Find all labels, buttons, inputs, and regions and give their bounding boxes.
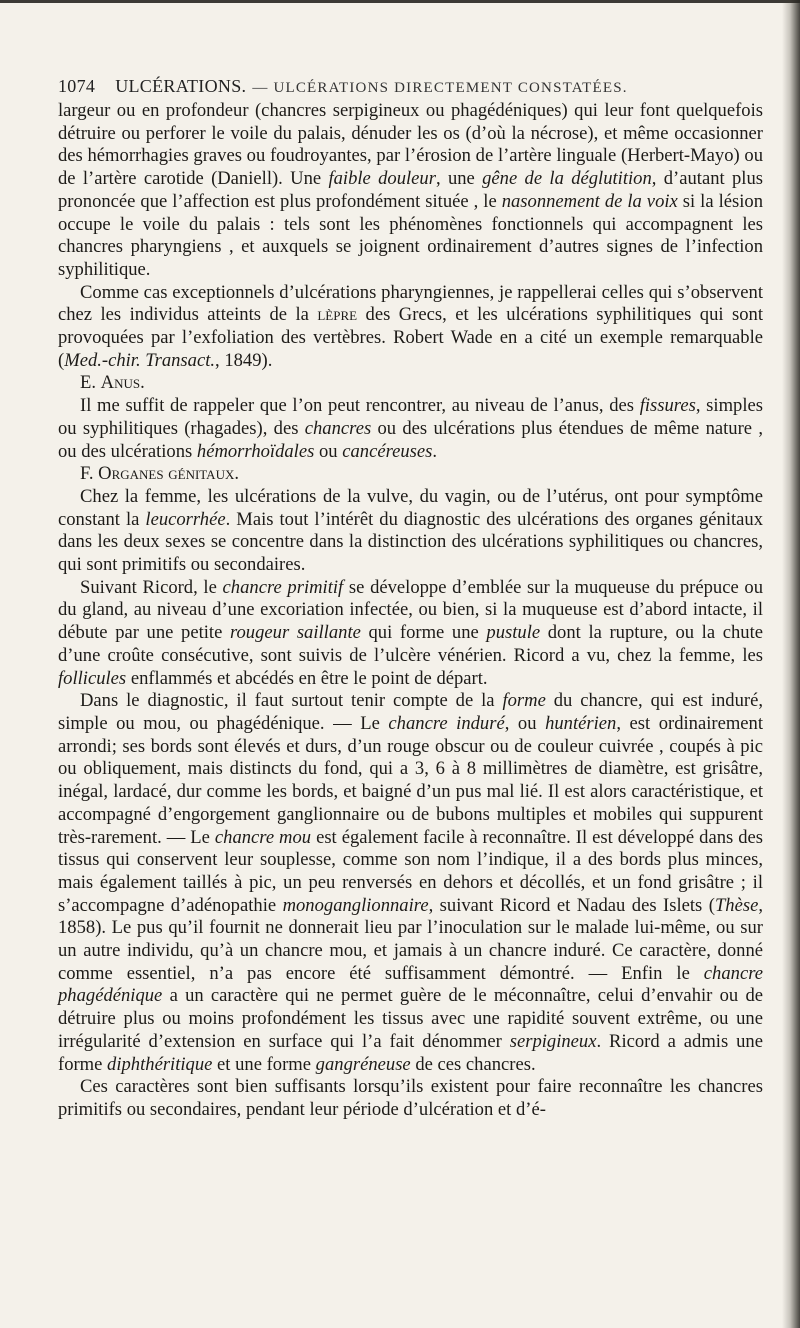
italic-term: monoganglionnaire xyxy=(282,894,429,916)
italic-citation: Med.-chir. Transact. xyxy=(64,349,216,371)
text-run: , est ordinairement arrondi; ses bords sont élevés et durs, d’un rouge obscur ou de couleur cuivrée , coupés à pic ou obliquement, mais distincts du fond, qui a 3, 6 à 8 millimètres de diamètre, est grisâtre, inégal, lardacé, dur comme les bords, et baigné d’un pus mal lié. Il est alors caractéristique, et accompagné d’engorgement ganglionnaire ou de bubons multiples et mobiles qui suppurent très-rarement. — Le xyxy=(58,712,764,848)
text-run: . Mais tout l’intérêt du diagnostic des ulcérations des organes génitaux dans les deux sexes se concentre dans la distinction des ulcérations syphilitiques ou chancres, qui sont primitifs ou secondaires. xyxy=(58,508,763,576)
text-run: des Grecs, et les ulcérations syphilitiques qui sont provoquées par l’exfoliation des vertèbres. Robert Wade en a cité un exemple remarquable ( xyxy=(58,304,763,371)
text-run: Ces caractères sont bien suffisants lorsqu’ils existent pour faire reconnaître les chancres primitifs ou secondaires, pendant leur période d’ulcération et d’é- xyxy=(58,1076,763,1120)
paragraph-primary-chancre xyxy=(58,577,763,691)
italic-term: hémorrhoïdales xyxy=(196,440,315,462)
italic-term: cancéreuses xyxy=(342,440,433,462)
section-title: Anus. xyxy=(100,372,145,394)
italic-term: huntérien xyxy=(545,712,617,734)
top-edge-rule xyxy=(0,0,800,3)
paragraph-chancre-forms xyxy=(58,690,763,1076)
italic-term: forme xyxy=(502,690,546,712)
text-run: , suivant Ricord et Nadau des Islets ( xyxy=(428,894,715,916)
paragraph-female-ulcerations xyxy=(58,486,763,577)
text-run: ou des ulcérations plus étendues de même nature , ou des ulcérations xyxy=(58,417,763,462)
italic-term: leucorrhée xyxy=(145,508,226,530)
paragraph-closing xyxy=(58,1076,763,1121)
running-header xyxy=(58,76,758,97)
text-run: qui forme une xyxy=(360,622,487,644)
section-heading-anus xyxy=(58,372,763,395)
text-run: enflammés et abcédés en être le point de départ. xyxy=(126,667,488,689)
italic-term: rougeur saillante xyxy=(229,622,361,644)
text-run: , ou xyxy=(504,712,546,734)
paragraph-exceptional-cases xyxy=(58,282,763,373)
paragraph-anus xyxy=(58,395,763,463)
text-run: , d’autant plus prononcée que l’affection est plus profondément située , le xyxy=(58,168,763,212)
running-subtitle: — ULCÉRATIONS DIRECTEMENT CONSTATÉES. xyxy=(252,80,628,96)
text-run: Il me suffit de rappeler que l’on peut rencontrer, au niveau de l’anus, des xyxy=(80,395,640,417)
italic-term: fissures xyxy=(639,395,696,417)
text-run: Dans le diagnostic, il faut surtout tenir compte de la xyxy=(80,690,503,712)
text-run: est également facile à reconnaître. Il est développé dans des tissus qui conservent leur souplesse, comme son nom l’indique, il a des bords plus minces, mais également taillés à pic, un peu renversés en dehors et décollés, et un fond grisâtre ; il s’accompagne d’adénopathie xyxy=(58,826,763,916)
italic-term: chancre phagédénique xyxy=(58,962,763,1007)
section-title: Organes génitaux. xyxy=(98,463,239,485)
text-run: Comme cas exceptionnels d’ulcérations pharyngiennes, je rappellerai celles qui s’observent chez les individus atteints de la xyxy=(58,281,763,326)
section-heading-genital-organs xyxy=(58,463,763,486)
text-run: , 1858). Le pus qu’il fournit ne donnerait lieu par l’inoculation sur le malade lui-même, ou sur un autre individu, qu’à un chancre mou, et jamais à un chancre induré. Ce caractère, donné comme essentiel, n’a pas encore été suffisamment démontré. — Enfin le xyxy=(58,894,763,984)
italic-term: diphthéritique xyxy=(107,1053,213,1075)
text-run: , une xyxy=(435,168,483,190)
section-letter: E. xyxy=(80,372,101,394)
page-binding-shadow xyxy=(782,0,800,1328)
text-run: Suivant Ricord, le xyxy=(80,576,223,598)
small-caps-term: lèpre xyxy=(317,304,358,326)
italic-term: chancres xyxy=(304,417,372,439)
text-run: ou xyxy=(314,440,343,462)
italic-citation: Thèse xyxy=(714,894,759,916)
italic-term: serpigineux xyxy=(509,1030,597,1052)
text-run: , 1849). xyxy=(215,349,273,371)
italic-term: chancre primitif xyxy=(222,576,344,598)
text-run: . Ricord a admis une forme xyxy=(58,1030,763,1075)
italic-term: faible douleur xyxy=(328,168,436,190)
body-text xyxy=(58,100,763,1122)
italic-term: chancre mou xyxy=(214,826,312,848)
text-run: . xyxy=(432,440,438,462)
text-run: dont la rupture, ou la chute d’une croûte consécutive, sont suivis de l’ulcère vénérien. Ricord a vu, chez la femme, les xyxy=(58,622,763,666)
text-run: Chez la femme, les ulcérations de la vulve, du vagin, ou de l’utérus, ont pour symptôme constant la xyxy=(58,485,763,530)
italic-term: chancre induré xyxy=(388,712,505,734)
section-letter: F. xyxy=(80,463,99,485)
italic-term: gêne de la déglutition xyxy=(482,168,652,190)
page-number: 1074 xyxy=(58,76,96,96)
running-title: ULCÉRATIONS. xyxy=(115,76,247,96)
text-run: si la lésion occupe le voile du palais : tels sont les phénomènes fonctionnels qui accompagnent les chancres pharyngiens , et auxquels se joignent ordinairement d’autres signes de l’infection syphilitique. xyxy=(58,190,763,280)
italic-term: pustule xyxy=(486,622,541,644)
text-run: du chancre, qui est induré, simple ou mou, ou phagédénique. — Le xyxy=(58,690,763,734)
text-run: se développe d’emblée sur la muqueuse du prépuce ou du gland, au niveau d’une excoriation infectée, ou bien, si la muqueuse est d’abord intacte, il débute par une petite xyxy=(58,576,763,644)
text-run: de ces chancres. xyxy=(410,1053,536,1075)
italic-term: nasonnement de la voix xyxy=(501,190,678,212)
italic-term: follicules xyxy=(58,667,127,689)
italic-term: gangréneuse xyxy=(315,1053,411,1075)
text-run: largeur ou en profondeur (chancres serpigineux ou phagédéniques) qui leur font quelquefois détruire ou perforer le voile du palais, dénuder les os (d’où la nécrose), et même occasionner des hémorrhagies graves ou foudroyantes, par l’érosion de l’artère linguale (Herbert-Mayo) ou de l’artère carotide (Daniell). Une xyxy=(58,100,763,190)
text-run: a un caractère qui ne permet guère de le méconnaître, celui d’envahir ou de détruire plus ou moins profondément les tissus avec une rapidité souvent extrême, ou une irrégularité d’extension en surface qui l’a fait dénommer xyxy=(58,985,763,1052)
paragraph-pharynx-continued xyxy=(58,100,763,282)
text-run: , simples ou syphilitiques (rhagades), des xyxy=(58,395,763,439)
text-run: et une forme xyxy=(212,1053,316,1075)
